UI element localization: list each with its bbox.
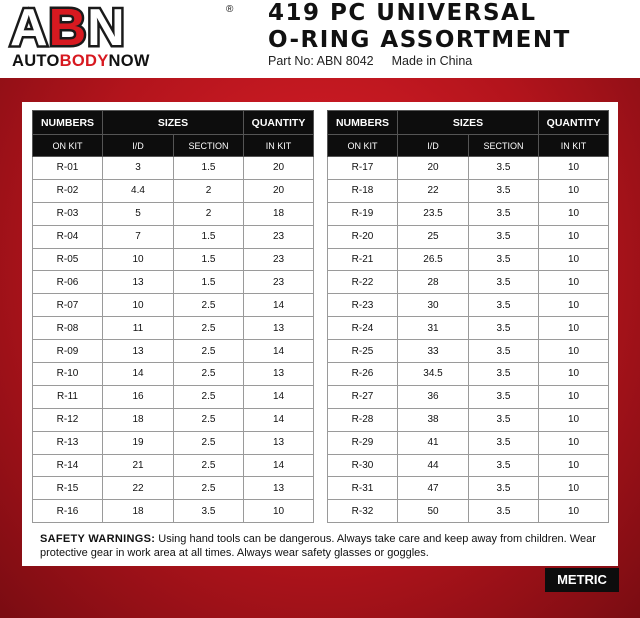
inner-diameter-cell: 50	[398, 500, 469, 523]
kit-number-cell: R-14	[33, 454, 103, 477]
table-row	[328, 248, 609, 271]
quantity-cell: 10	[539, 294, 609, 317]
part-info	[268, 54, 490, 68]
quantity-cell: 10	[539, 157, 609, 180]
kit-number-cell: R-24	[328, 317, 398, 340]
kit-number-cell: R-16	[33, 500, 103, 523]
safety-text: Using hand tools can be dangerous. Always take care and keep away from children. Wear protective gear in work area at all times. Always wear safety glasses or goggles.	[40, 533, 596, 559]
section-cell: 3.5	[469, 294, 539, 317]
quantity-cell: 10	[539, 454, 609, 477]
quantity-cell: 23	[244, 271, 314, 294]
section-cell: 3.5	[469, 431, 539, 454]
logo-wordmark	[12, 52, 150, 71]
section-cell: 2.5	[174, 363, 244, 386]
table-row	[328, 202, 609, 225]
kit-number-cell: R-32	[328, 500, 398, 523]
wordmark-now: NOW	[108, 52, 150, 70]
sub-in-kit: IN KIT	[539, 135, 609, 157]
kit-number-cell: R-17	[328, 157, 398, 180]
table-row	[328, 500, 609, 523]
table-row	[33, 225, 314, 248]
kit-number-cell: R-25	[328, 340, 398, 363]
table-row	[33, 408, 314, 431]
inner-diameter-cell: 5	[103, 202, 174, 225]
table-row	[328, 431, 609, 454]
quantity-cell: 10	[539, 477, 609, 500]
kit-number-cell: R-05	[33, 248, 103, 271]
section-cell: 3.5	[469, 363, 539, 386]
quantity-cell: 10	[539, 179, 609, 202]
section-cell: 3.5	[469, 317, 539, 340]
product-title	[268, 0, 571, 54]
inner-diameter-cell: 25	[398, 225, 469, 248]
sub-on-kit: ON KIT	[33, 135, 103, 157]
abn-logo	[10, 2, 240, 72]
inner-diameter-cell: 11	[103, 317, 174, 340]
inner-diameter-cell: 18	[103, 500, 174, 523]
section-cell: 2.5	[174, 454, 244, 477]
kit-number-cell: R-08	[33, 317, 103, 340]
section-cell: 2.5	[174, 431, 244, 454]
table-row	[328, 317, 609, 340]
quantity-cell: 20	[244, 179, 314, 202]
kit-number-cell: R-04	[33, 225, 103, 248]
table-row	[33, 477, 314, 500]
right-size-table	[327, 110, 609, 523]
chart-sheet	[22, 102, 618, 566]
section-cell: 3.5	[174, 500, 244, 523]
left-table-body	[33, 157, 314, 523]
quantity-cell: 10	[539, 202, 609, 225]
table-row	[328, 157, 609, 180]
inner-diameter-cell: 13	[103, 271, 174, 294]
inner-diameter-cell: 19	[103, 431, 174, 454]
section-cell: 3.5	[469, 385, 539, 408]
sub-on-kit: ON KIT	[328, 135, 398, 157]
table-row	[328, 363, 609, 386]
inner-diameter-cell: 20	[398, 157, 469, 180]
table-row	[33, 157, 314, 180]
table-row	[33, 454, 314, 477]
kit-number-cell: R-26	[328, 363, 398, 386]
table-row	[328, 271, 609, 294]
table-row	[328, 294, 609, 317]
table-row	[33, 431, 314, 454]
col-sizes: SIZES	[398, 111, 539, 135]
table-row	[328, 385, 609, 408]
made-in: Made in China	[391, 54, 473, 68]
section-cell: 3.5	[469, 454, 539, 477]
quantity-cell: 10	[539, 340, 609, 363]
col-numbers: NUMBERS	[328, 111, 398, 135]
kit-number-cell: R-30	[328, 454, 398, 477]
table-row	[33, 202, 314, 225]
inner-diameter-cell: 14	[103, 363, 174, 386]
section-cell: 3.5	[469, 500, 539, 523]
table-row	[33, 340, 314, 363]
section-cell: 2.5	[174, 408, 244, 431]
kit-number-cell: R-27	[328, 385, 398, 408]
table-row	[328, 477, 609, 500]
table-row	[33, 179, 314, 202]
kit-number-cell: R-29	[328, 431, 398, 454]
section-cell: 3.5	[469, 271, 539, 294]
section-cell: 2.5	[174, 385, 244, 408]
quantity-cell: 14	[244, 294, 314, 317]
inner-diameter-cell: 4.4	[103, 179, 174, 202]
quantity-cell: 10	[244, 500, 314, 523]
table-row	[328, 408, 609, 431]
section-cell: 3.5	[469, 477, 539, 500]
table-row	[328, 225, 609, 248]
quantity-cell: 18	[244, 202, 314, 225]
inner-diameter-cell: 31	[398, 317, 469, 340]
table-row	[33, 500, 314, 523]
sub-in-kit: IN KIT	[244, 135, 314, 157]
kit-number-cell: R-09	[33, 340, 103, 363]
inner-diameter-cell: 41	[398, 431, 469, 454]
sub-id: I/D	[103, 135, 174, 157]
quantity-cell: 13	[244, 363, 314, 386]
section-cell: 1.5	[174, 225, 244, 248]
quantity-cell: 10	[539, 500, 609, 523]
quantity-cell: 23	[244, 248, 314, 271]
quantity-cell: 13	[244, 317, 314, 340]
header	[0, 0, 640, 78]
section-cell: 3.5	[469, 340, 539, 363]
section-cell: 1.5	[174, 157, 244, 180]
quantity-cell: 10	[539, 225, 609, 248]
quantity-cell: 10	[539, 317, 609, 340]
table-row	[33, 294, 314, 317]
logo-letters: ABN	[10, 0, 126, 57]
kit-number-cell: R-15	[33, 477, 103, 500]
kit-number-cell: R-02	[33, 179, 103, 202]
left-size-table	[32, 110, 314, 523]
quantity-cell: 13	[244, 477, 314, 500]
kit-number-cell: R-20	[328, 225, 398, 248]
section-cell: 3.5	[469, 248, 539, 271]
col-sizes: SIZES	[103, 111, 244, 135]
kit-number-cell: R-13	[33, 431, 103, 454]
sub-section: SECTION	[174, 135, 244, 157]
kit-number-cell: R-07	[33, 294, 103, 317]
kit-number-cell: R-21	[328, 248, 398, 271]
inner-diameter-cell: 22	[103, 477, 174, 500]
metric-badge: METRIC	[545, 568, 619, 592]
quantity-cell: 10	[539, 248, 609, 271]
safety-warnings	[40, 532, 610, 560]
kit-number-cell: R-06	[33, 271, 103, 294]
section-cell: 2.5	[174, 294, 244, 317]
section-cell: 3.5	[469, 179, 539, 202]
inner-diameter-cell: 22	[398, 179, 469, 202]
kit-number-cell: R-10	[33, 363, 103, 386]
title-line-1: 419 PC UNIVERSAL	[268, 0, 537, 26]
section-cell: 3.5	[469, 408, 539, 431]
quantity-cell: 20	[244, 157, 314, 180]
title-line-2: O-RING ASSORTMENT	[268, 27, 571, 53]
section-cell: 1.5	[174, 248, 244, 271]
table-row	[33, 385, 314, 408]
inner-diameter-cell: 28	[398, 271, 469, 294]
quantity-cell: 14	[244, 385, 314, 408]
quantity-cell: 14	[244, 340, 314, 363]
inner-diameter-cell: 30	[398, 294, 469, 317]
inner-diameter-cell: 7	[103, 225, 174, 248]
quantity-cell: 10	[539, 385, 609, 408]
quantity-cell: 10	[539, 431, 609, 454]
inner-diameter-cell: 38	[398, 408, 469, 431]
section-cell: 2.5	[174, 477, 244, 500]
part-number: Part No: ABN 8042	[268, 54, 374, 68]
inner-diameter-cell: 3	[103, 157, 174, 180]
table-row	[33, 271, 314, 294]
quantity-cell: 14	[244, 454, 314, 477]
kit-number-cell: R-28	[328, 408, 398, 431]
quantity-cell: 10	[539, 408, 609, 431]
table-row	[328, 454, 609, 477]
table-row	[33, 248, 314, 271]
kit-number-cell: R-18	[328, 179, 398, 202]
section-cell: 3.5	[469, 225, 539, 248]
inner-diameter-cell: 10	[103, 248, 174, 271]
col-quantity: QUANTITY	[244, 111, 314, 135]
table-row	[328, 179, 609, 202]
quantity-cell: 14	[244, 408, 314, 431]
inner-diameter-cell: 23.5	[398, 202, 469, 225]
kit-number-cell: R-01	[33, 157, 103, 180]
section-cell: 3.5	[469, 157, 539, 180]
table-row	[328, 340, 609, 363]
table-row	[33, 363, 314, 386]
quantity-cell: 13	[244, 431, 314, 454]
inner-diameter-cell: 16	[103, 385, 174, 408]
kit-number-cell: R-31	[328, 477, 398, 500]
kit-number-cell: R-19	[328, 202, 398, 225]
section-cell: 2.5	[174, 340, 244, 363]
inner-diameter-cell: 26.5	[398, 248, 469, 271]
inner-diameter-cell: 47	[398, 477, 469, 500]
kit-number-cell: R-23	[328, 294, 398, 317]
section-cell: 2	[174, 179, 244, 202]
right-table-body	[328, 157, 609, 523]
quantity-cell: 23	[244, 225, 314, 248]
wordmark-body: BODY	[59, 52, 109, 70]
sub-id: I/D	[398, 135, 469, 157]
inner-diameter-cell: 34.5	[398, 363, 469, 386]
quantity-cell: 10	[539, 271, 609, 294]
kit-number-cell: R-11	[33, 385, 103, 408]
kit-number-cell: R-22	[328, 271, 398, 294]
wordmark-auto: AUTO	[12, 52, 60, 70]
registered-mark: ®	[226, 4, 234, 15]
inner-diameter-cell: 10	[103, 294, 174, 317]
col-numbers: NUMBERS	[33, 111, 103, 135]
inner-diameter-cell: 13	[103, 340, 174, 363]
quantity-cell: 10	[539, 363, 609, 386]
section-cell: 3.5	[469, 202, 539, 225]
inner-diameter-cell: 18	[103, 408, 174, 431]
inner-diameter-cell: 21	[103, 454, 174, 477]
inner-diameter-cell: 33	[398, 340, 469, 363]
safety-label: SAFETY WARNINGS:	[40, 533, 156, 545]
logo-mark	[10, 0, 126, 57]
section-cell: 2.5	[174, 317, 244, 340]
col-quantity: QUANTITY	[539, 111, 609, 135]
inner-diameter-cell: 44	[398, 454, 469, 477]
kit-number-cell: R-03	[33, 202, 103, 225]
sub-section: SECTION	[469, 135, 539, 157]
section-cell: 2	[174, 202, 244, 225]
inner-diameter-cell: 36	[398, 385, 469, 408]
section-cell: 1.5	[174, 271, 244, 294]
kit-number-cell: R-12	[33, 408, 103, 431]
table-row	[33, 317, 314, 340]
